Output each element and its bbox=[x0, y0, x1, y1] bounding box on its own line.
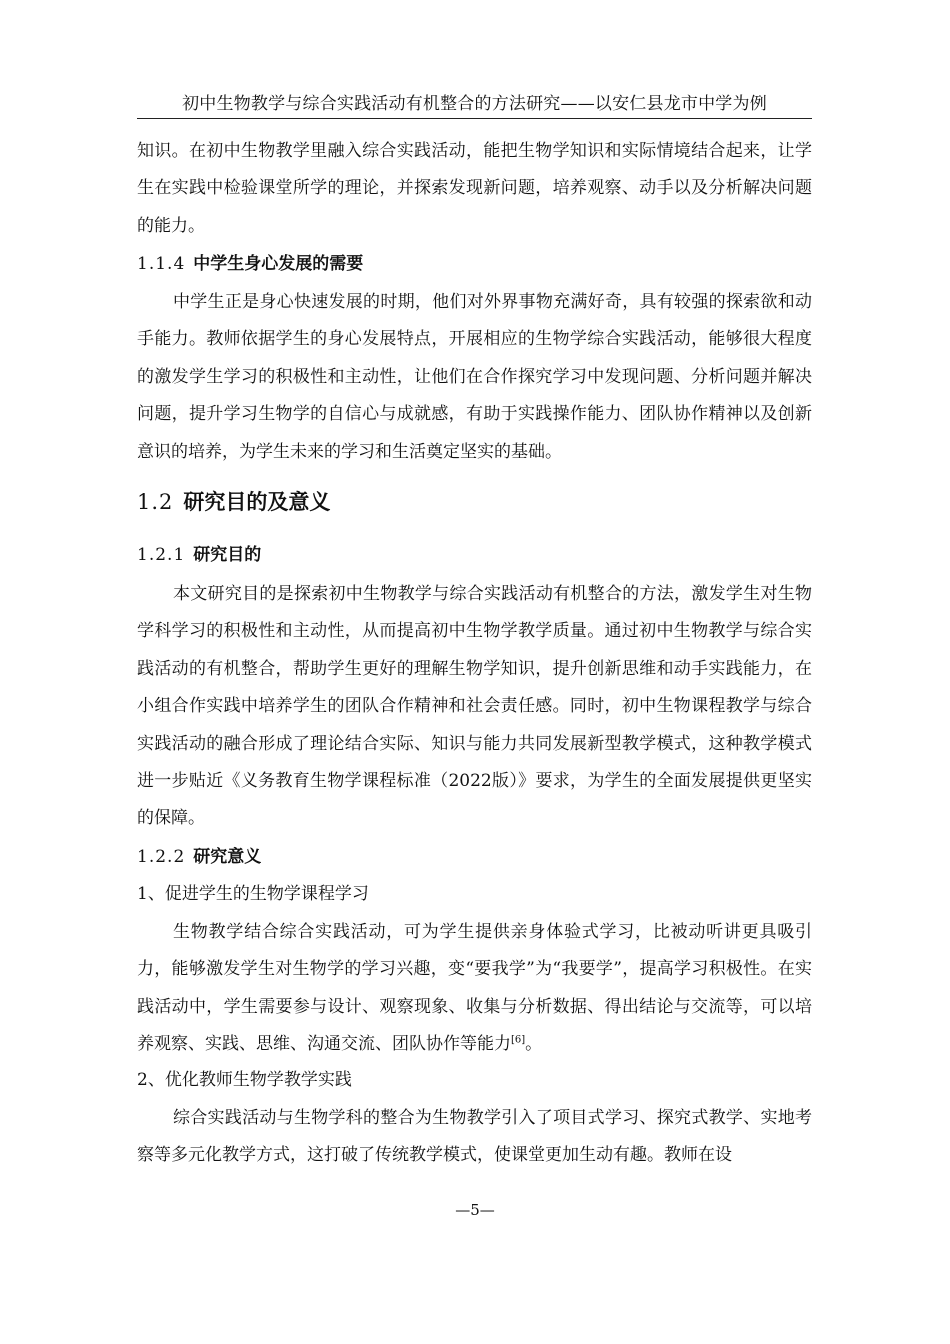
heading-number: 1.2 bbox=[137, 490, 174, 514]
list-item-heading-1: 1、促进学生的生物学课程学习 bbox=[137, 884, 369, 904]
heading-title: 研究目的 bbox=[193, 545, 262, 565]
heading-title: 研究目的及意义 bbox=[183, 490, 331, 514]
paragraph-item-1-text: 生物教学结合综合实践活动，可为学生提供亲身体验式学习，比被动听讲更具吸引力，能够激发学生对生物学的学习兴趣，变“要我学”为“我要学”，提高学习积极性。在实践活动中，学生需要参与设计、观察现象、收集与分析数据、得出结论与交流等，可以培养观察、实践、思维、沟通交流、团队协作等能力 bbox=[137, 922, 812, 1055]
header-rule bbox=[137, 118, 812, 119]
running-header: 初中生物教学与综合实践活动有机整合的方法研究——以安仁县龙市中学为例 bbox=[182, 94, 767, 114]
paragraph-item-2: 综合实践活动与生物学科的整合为生物教学引入了项目式学习、探究式教学、实地考察等多元化教学方式，这打破了传统教学模式，使课堂更加生动有趣。教师在设 bbox=[137, 1108, 812, 1166]
list-item-heading-2: 2、优化教师生物学教学实践 bbox=[137, 1070, 352, 1090]
heading-title: 研究意义 bbox=[193, 847, 262, 867]
heading-title: 中学生身心发展的需要 bbox=[193, 254, 364, 274]
heading-number: 1.1.4 bbox=[137, 254, 186, 274]
paragraph-1-1-4: 中学生正是身心快速发展的时期，他们对外界事物充满好奇，具有较强的探索欲和动手能力。教师依据学生的身心发展特点，开展相应的生物学综合实践活动，能够很大程度的激发学生学习的积极性和主动性，让他们在合作探究学习中发现问题、分析问题并解决问题，提升学习生物学的自信心与成就感，有助于实践操作能力、团队协作精神以及创新意识的培养，为学生未来的学习和生活奠定坚实的基础。 bbox=[137, 292, 812, 462]
heading-1-1-4 bbox=[137, 252, 812, 276]
heading-1-2-2 bbox=[137, 845, 812, 869]
paragraph-item-1-end: 。 bbox=[525, 1034, 543, 1055]
heading-1-2-1 bbox=[137, 543, 812, 567]
page-number: —5— bbox=[455, 1201, 495, 1219]
paragraph-item-1 bbox=[137, 914, 812, 1064]
heading-number: 1.2.2 bbox=[137, 847, 186, 867]
heading-number: 1.2.1 bbox=[137, 545, 186, 565]
heading-1-2 bbox=[137, 487, 812, 517]
citation-ref: [6] bbox=[511, 1034, 526, 1046]
intro-paragraph: 知识。在初中生物教学里融入综合实践活动，能把生物学知识和实际情境结合起来，让学生在实践中检验课堂所学的理论，并探索发现新问题，培养观察、动手以及分析解决问题的能力。 bbox=[137, 141, 812, 236]
paragraph-1-2-1: 本文研究目的是探索初中生物教学与综合实践活动有机整合的方法，激发学生对生物学科学习的积极性和主动性，从而提高初中生物学教学质量。通过初中生物教学与综合实践活动的有机整合，帮助学生更好的理解生物学知识，提升创新思维和动手实践能力，在小组合作实践中培养学生的团队合作精神和社会责任感。同时，初中生物课程教学与综合实践活动的融合形成了理论结合实际、知识与能力共同发展新型教学模式，这种教学模式进一步贴近《义务教育生物学课程标准（2022版）》要求，为学生的全面发展提供更坚实的保障。 bbox=[137, 584, 812, 829]
